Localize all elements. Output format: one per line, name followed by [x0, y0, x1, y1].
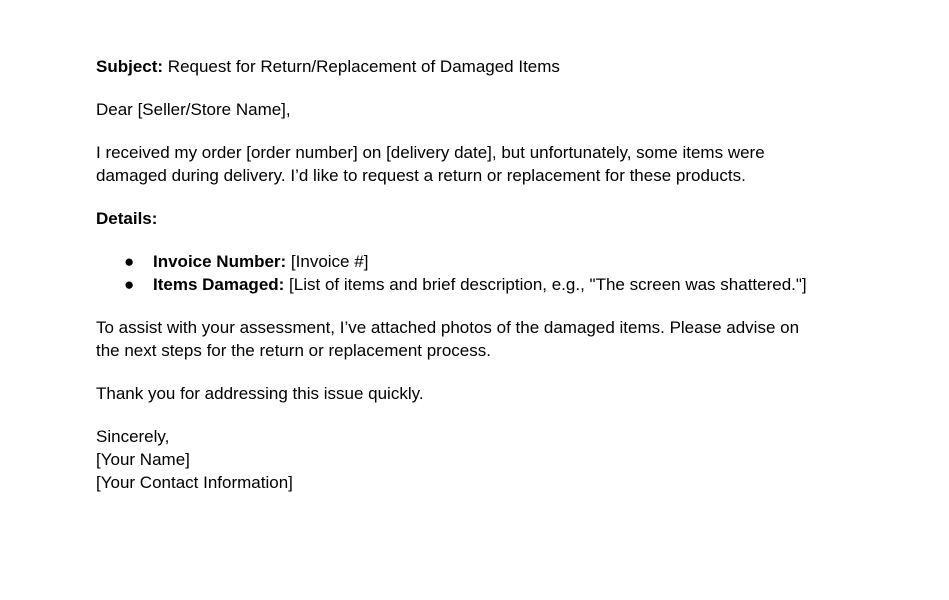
details-heading: Details: [96, 209, 158, 228]
assist-line-1: To assist with your assessment, I’ve attached photos of the damaged items. Please advise on [96, 318, 800, 337]
details-list [96, 250, 856, 296]
subject-label: Subject: [96, 57, 164, 76]
signature-contact: [Your Contact Information] [96, 473, 293, 492]
closing: Sincerely, [96, 427, 170, 446]
thanks-paragraph: Thank you for addressing this issue quickly. [96, 384, 424, 403]
intro-line-1: I received my order [order number] on [delivery date], but unfortunately, some items were [96, 143, 765, 162]
signature-name: [Your Name] [96, 450, 190, 469]
intro-paragraph [96, 141, 856, 187]
signature-block [96, 425, 856, 494]
assist-line-2: the next steps for the return or replacement process. [96, 341, 491, 360]
assist-paragraph [96, 316, 856, 362]
detail-value: [List of items and brief description, e.g., "The screen was shattered."] [284, 275, 807, 294]
bullet-icon: ● [124, 275, 135, 294]
subject-text: Request for Return/Replacement of Damaged Items [163, 57, 560, 76]
bullet-icon: ● [124, 252, 135, 271]
subject-line [96, 55, 856, 78]
detail-value: [Invoice #] [286, 252, 369, 271]
detail-item-invoice [96, 250, 856, 273]
intro-line-2: damaged during delivery. I’d like to request a return or replacement for these products. [96, 166, 746, 185]
letter-document [96, 55, 856, 514]
detail-item-damaged [96, 273, 856, 296]
detail-label: Invoice Number: [153, 252, 287, 271]
salutation: Dear [Seller/Store Name], [96, 100, 291, 119]
detail-label: Items Damaged: [153, 275, 285, 294]
